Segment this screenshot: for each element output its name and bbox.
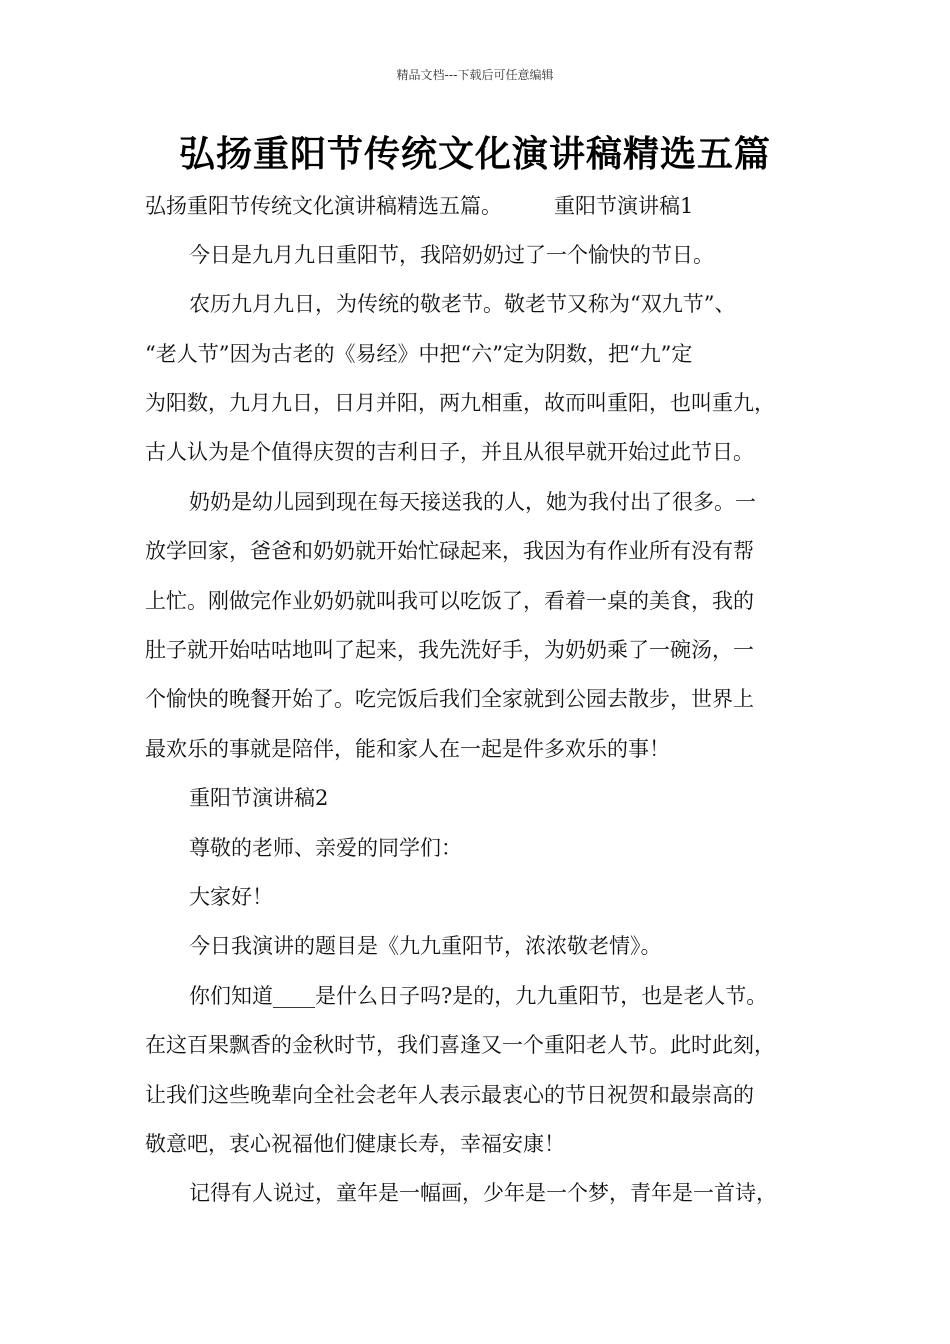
paragraph-line: 在这百果飘香的金秋时节，我们喜逢又一个重阳老人节。此时此刻， (145, 1033, 775, 1057)
paragraph-line: 肚子就开始咕咕地叫了起来，我先洗好手，为奶奶乘了一碗汤，一 (145, 638, 754, 662)
paragraph-line: 放学回家，爸爸和奶奶就开始忙碌起来，我因为有作业所有没有帮 (145, 539, 754, 563)
intro-text: 弘扬重阳节传统文化演讲稿精选五篇。 (145, 194, 502, 218)
salutation: 尊敬的老师、亲爱的同学们： (189, 836, 462, 860)
paragraph-line: 敬意吧，衷心祝福他们健康长寿，幸福安康！ (145, 1132, 565, 1156)
paragraph-line: “老人节”因为古老的《易经》中把“六”定为阴数，把“九”定 (145, 342, 693, 366)
document-title: 弘扬重阳节传统文化演讲稿精选五篇 (178, 134, 771, 175)
paragraph-line: 记得有人说过，童年是一幅画，少年是一个梦，青年是一首诗， (189, 1181, 777, 1205)
greeting: 大家好！ (189, 885, 273, 909)
paragraph-line: 最欢乐的事就是陪伴，能和家人在一起是件多欢乐的事！ (145, 737, 670, 761)
paragraph-line: 农历九月九日，为传统的敬老节。敬老节又称为“双九节”、 (189, 292, 736, 316)
paragraph-line: 你们知道____是什么日子吗?是的，九九重阳节，也是老人节。 (189, 984, 768, 1008)
paragraph-line: 为阳数，九月九日，日月并阳，两九相重，故而叫重阳，也叫重九， (145, 391, 775, 415)
paragraph-line: 上忙。刚做完作业奶奶就叫我可以吃饭了，看着一桌的美食，我的 (145, 589, 754, 613)
speech-1-heading: 重阳节演讲稿1 (554, 194, 694, 218)
intro-line (145, 190, 693, 220)
paragraph-line: 今日我演讲的题目是《九九重阳节，浓浓敬老情》。 (189, 934, 662, 958)
paragraph-line: 古人认为是个值得庆贺的吉利日子，并且从很早就开始过此节日。 (145, 440, 754, 464)
paragraph-line: 个愉快的晚餐开始了。吃完饭后我们全家就到公园去散步，世界上 (145, 687, 754, 711)
paragraph-line: 让我们这些晚辈向全社会老年人表示最衷心的节日祝贺和最崇高的 (145, 1083, 754, 1107)
speech-2-heading: 重阳节演讲稿2 (189, 786, 329, 810)
header-note: 精品文档---下载后可任意编辑 (396, 68, 554, 82)
paragraph-line: 今日是九月九日重阳节，我陪奶奶过了一个愉快的节日。 (189, 243, 714, 267)
paragraph-line: 奶奶是幼儿园到现在每天接送我的人，她为我付出了很多。一 (189, 490, 756, 514)
